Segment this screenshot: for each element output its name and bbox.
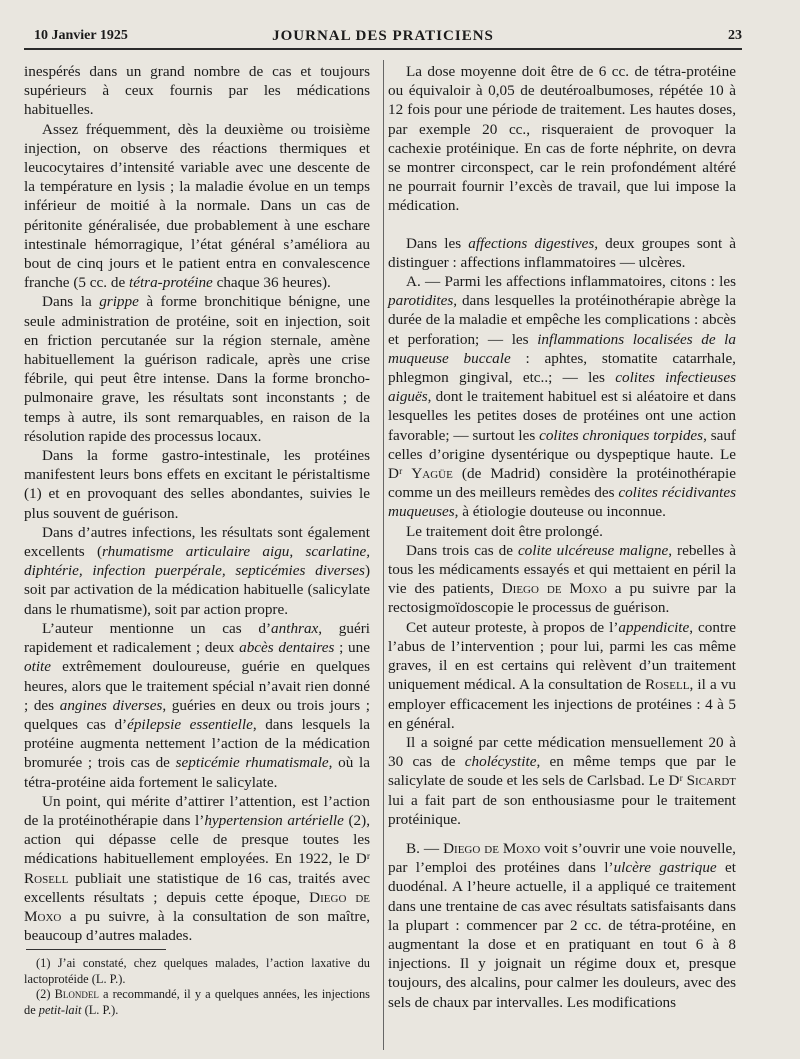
journal-title: JOURNAL DES PRATICIENS — [272, 28, 494, 44]
paragraph: B. — Diego de Moxo voit s’ouvrir une voie nouvelle, par l’emploi des protéines dans l’ulcère gastrique et duodénal. A l’heure actuelle, il a appliqué ce traitement dans une trentaine de cas avec résultats satisfaisants dans la plupart : commencer par 2 cc. de tétra-protéine, en augmentant la dose et en pratiquant en tout 6 à 8 injections. Il y joignait un régime doux et, presque toujours, des alcalins, pour calmer les douleurs, avec des sels de chaux par intervalles. Les modifications — [388, 839, 736, 1011]
page-header — [24, 28, 742, 46]
paragraph: Le traitement doit être prolongé. — [406, 522, 603, 540]
paragraph: Un point, qui mérite d’attirer l’attention, est l’action de la protéinothérapie dans l’hypertension artérielle (2), action qui dépasse celle de presque toutes les médications habituellement employées. En 1922, le Dʳ Rosell publiait une statistique de 16 cas, traités avec excellents résultats ; depuis cette époque, Diego de Moxo a pu suivre, à la consultation de son maître, beaucoup d’autres malades. — [24, 792, 371, 945]
footnote: (2) Blondel a recommandé, il y a quelques années, les injections de petit-lait (L. P.). — [24, 987, 371, 1017]
paragraph: L’auteur mentionne un cas d’anthrax, guéri rapidement et radicalement ; deux abcès dentaires ; une otite extrêmement douloureuse, guérie en quelques heures, alors que le traitement spécial n’avait rien donné ; des angines diverses, guéries en deux ou trois jours ; quelques cas d’épilepsie essentielle, dans lesquels la protéine augmenta nettement l’action de la médication bromurée ; trois cas de septicémie rhumatismale, où la tétra-protéine aida fortement le salicylate. — [24, 619, 371, 791]
left-column — [24, 62, 370, 1018]
paragraph: inespérés dans un grand nombre de cas et toujours supérieurs à ceux fournis par les médications habituelles. — [24, 63, 370, 119]
paragraph: Dans les affections digestives, deux groupes sont à distinguer : affections inflammatoires — ulcères. — [388, 234, 736, 271]
column-divider — [383, 60, 384, 1050]
issue-date: 10 Janvier 1925 — [34, 28, 128, 43]
footnotes — [24, 956, 370, 1018]
paragraph: Assez fréquemment, dès la deuxième ou troisième injection, on observe des réactions thermiques et leucocytaires d’intensité variable avec une descente de la température en lysis ; la maladie évolue en un temps inférieur de moitié à la normale. Dans un cas de péritonite généralisée, due probablement à une eschare intestinale hémorragique, l’état général s’améliora au bout de cinq jours et le patient entra en convalescence franche (5 cc. de tétra-protéine chaque 36 heures). — [24, 120, 370, 292]
right-column — [388, 62, 736, 1012]
paragraph: Dans la forme gastro-intestinale, les protéines manifestent leurs bons effets en excitant le péristaltisme (1) et en provoquant des selles abondantes, suivies le plus souvent de guérison. — [24, 447, 370, 522]
paragraph: Dans trois cas de colite ulcéreuse maligne, rebelles à tous les médicaments essayés et qui mettaient en péril la vie des patients, Diego de Moxo a pu suivre par la rectosigmoïdoscopie le processus de guérison. — [388, 541, 736, 617]
page-number: 23 — [728, 28, 742, 43]
paragraph: Dans d’autres infections, les résultats sont également excellents (rhumatisme articulaire aigu, scarlatine, diphtérie, infection puerpérale, septicémies diverses) soit par activation de la médication habituelle (salicylate dans le rhumatisme), soit par action propre. — [24, 523, 370, 618]
footnote: (1) J’ai constaté, chez quelques malades, l’action laxative du lactoprotéide (L. P.). — [24, 956, 370, 986]
paragraph: A. — Parmi les affections inflammatoires, citons : les parotidites, dans lesquelles la protéinothérapie abrège la durée de la maladie et empêche les complications : abcès et perforation; — les inflammations localisées de la muqueuse buccale : aphtes, stomatite catarrhale, phlegmon gingival, etc..; — les colites infectieuses aiguës, dont le traitement habituel est si aléatoire et dans lesquelles les petites doses de protéines ont une action favorable; — surtout les colites chroniques torpides, sauf celles d’origine dysentérique ou dyspeptique haute. Le Dʳ Yagüe (de Madrid) considère la protéinothérapie comme un des meilleurs remèdes des colites récidivantes muqueuses, à étiologie douteuse ou inconnue. — [388, 273, 737, 521]
header-rule — [24, 48, 742, 50]
paragraph: La dose moyenne doit être de 6 cc. de tétra-protéine ou équivaloir à 0,05 de deutéroalbumoses, répétée 10 à 12 fois pour une période de traitement. Les hautes doses, par exemple 20 cc., risqueraient de provoquer la cachexie protéinique. En cas de forte néphrite, on devra se montrer circonspect, car le rein profondément altéré ne pourrait fournir l’excès de travail, que lui impose la médication. — [388, 63, 736, 215]
footnote-rule — [26, 949, 166, 950]
paragraph: Cet auteur proteste, à propos de l’appendicite, contre l’abus de l’intervention ; pour lui, parmi les cas même graves, il en est certains qui relèvent d’un traitement uniquement médical. A la consultation de Rosell, il a vu employer efficacement les injections de protéines : 4 à 5 en général. — [388, 618, 736, 732]
paragraph: Il a soigné par cette médication mensuellement 20 à 30 cas de cholécystite, en même temps que par le salicylate de soude et les sels de Carlsbad. Le Dʳ Sicardt lui a fait part de son enthousiasme pour le traitement protéinique. — [388, 733, 736, 828]
paragraph: Dans la grippe à forme bronchitique bénigne, une seule administration de protéine, soit en injection, soit en friction percutanée sur la région sternale, amène habituellement la guérison radicale, après une crise fébrile, qui peut être intense. Dans la forme broncho-pulmonaire grave, les résultats sont inconstants ; de temps à autre, ils sont remarquables, en raison de la résolution rapide des processus locaux. — [24, 293, 370, 445]
